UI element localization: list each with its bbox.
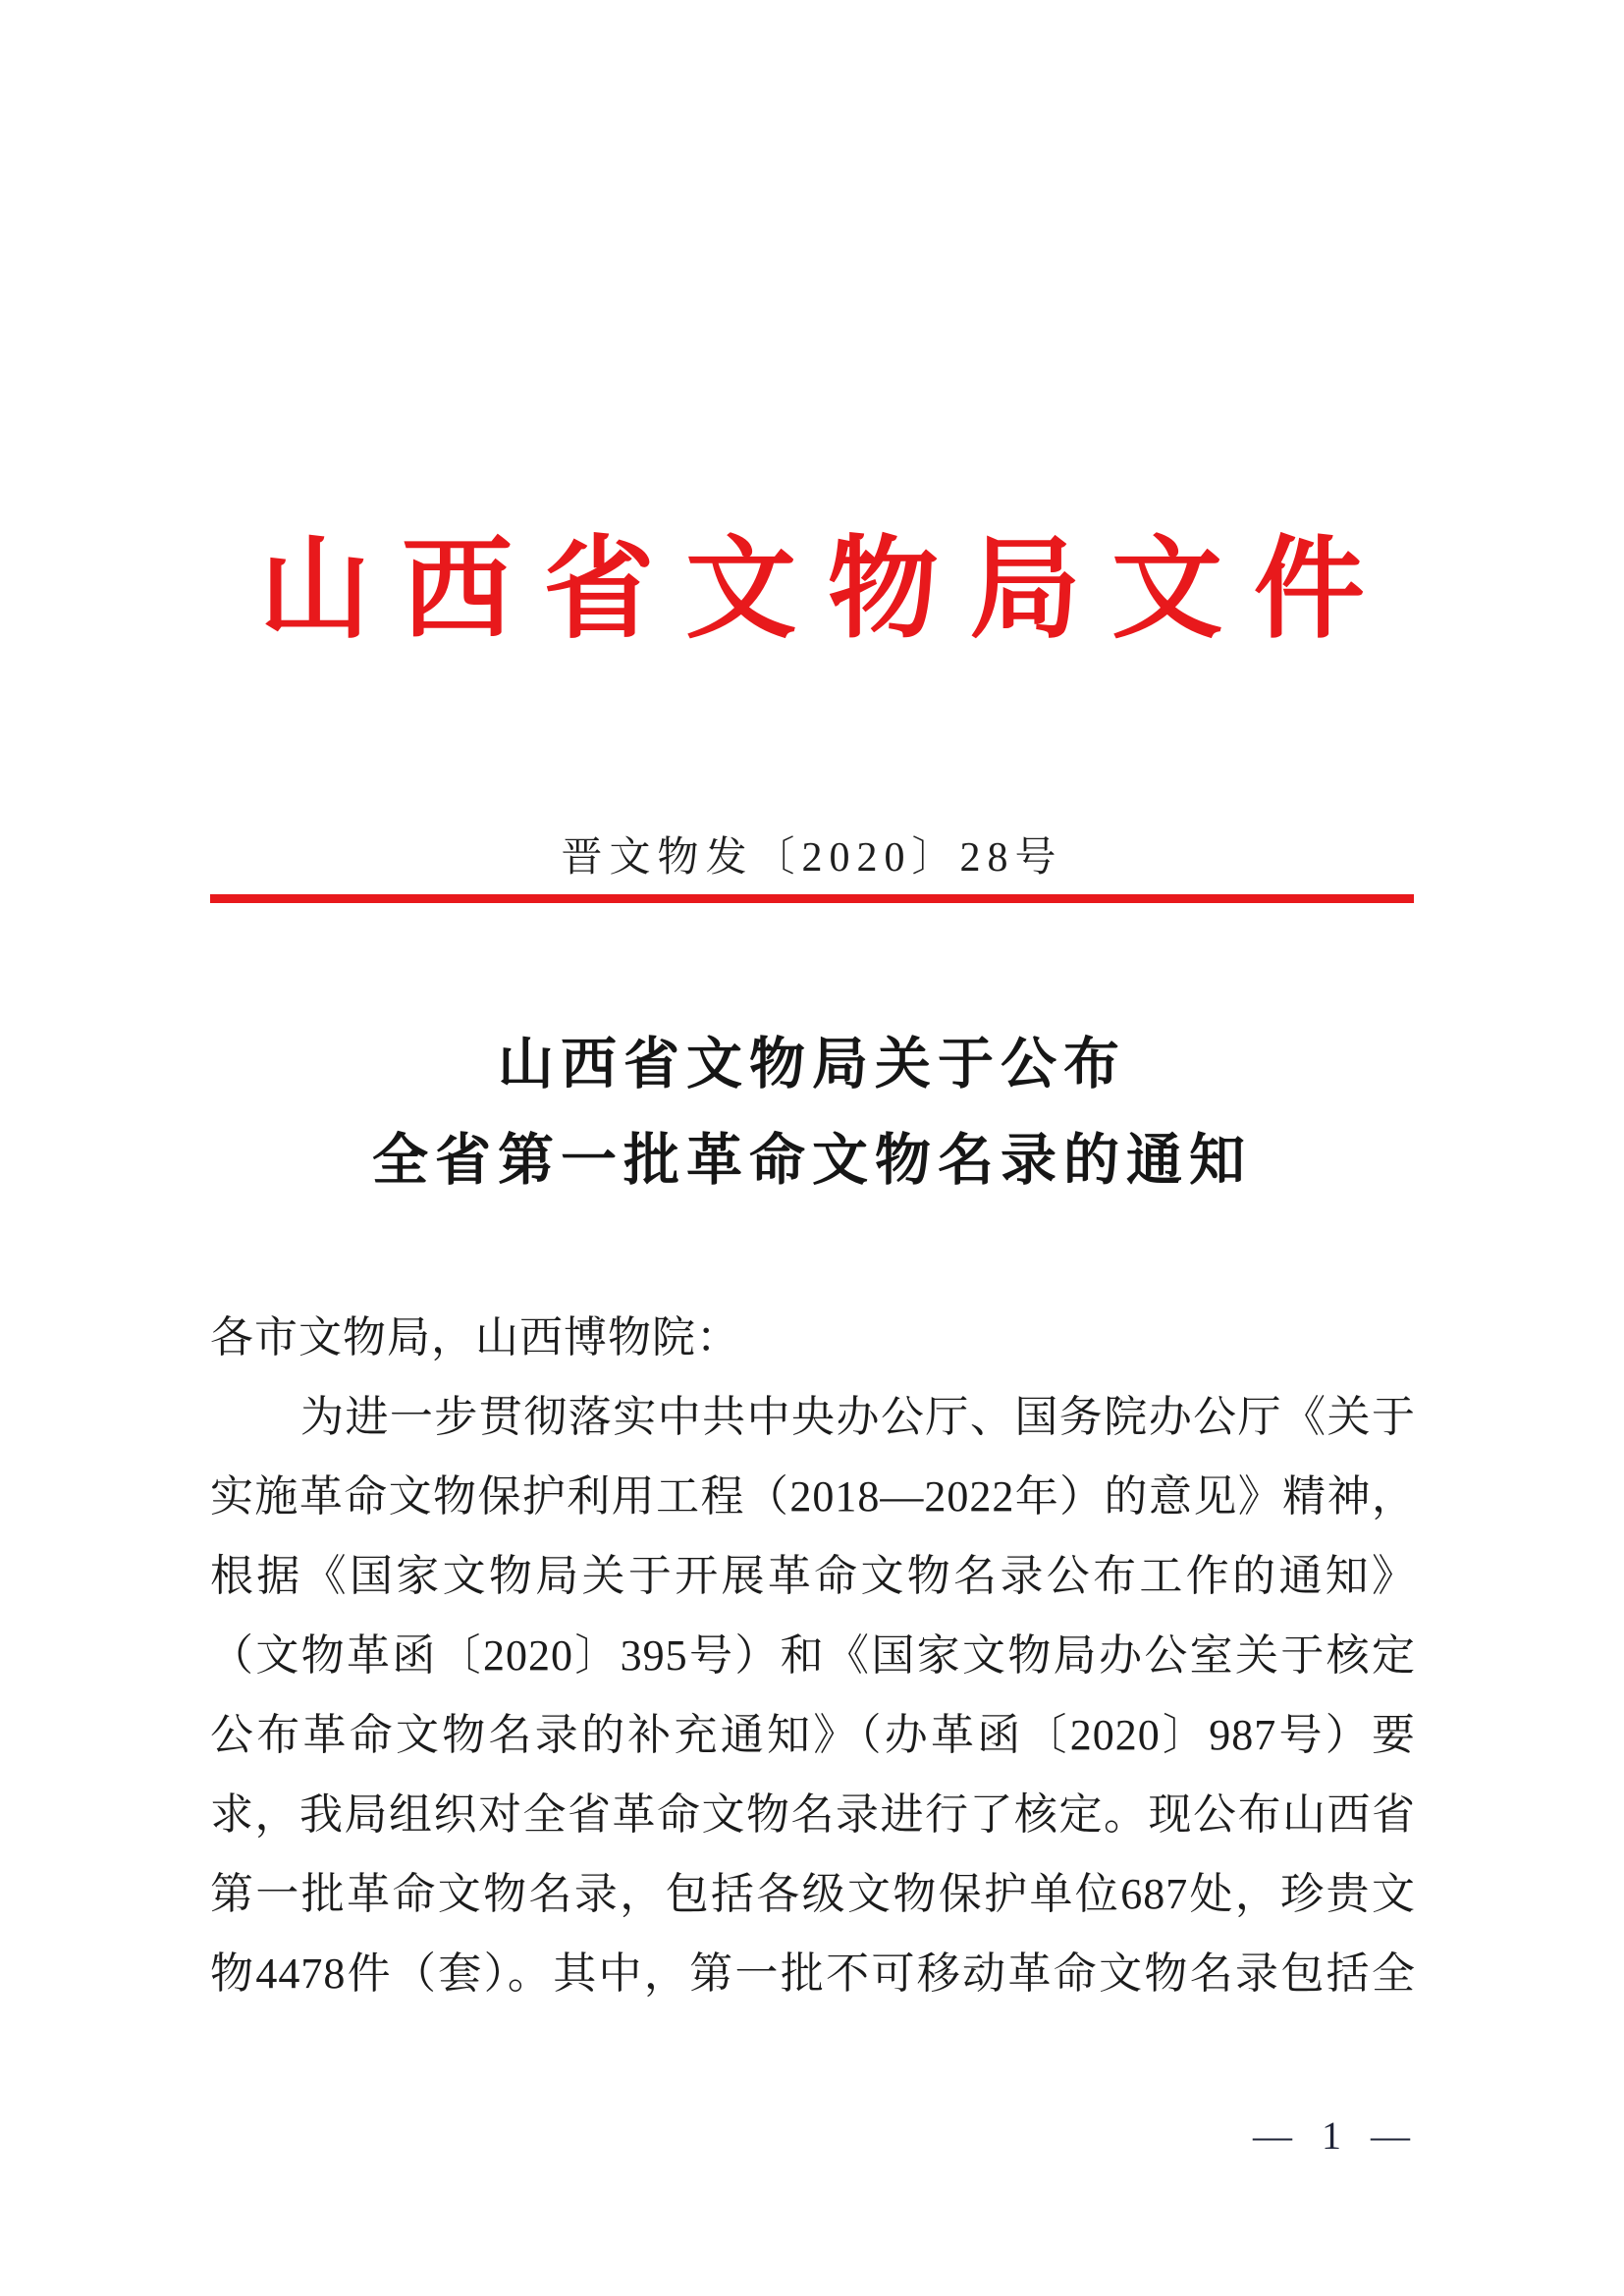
body-line: 公布革命文物名录的补充通知》（办革函〔2020〕987号）要 — [210, 1711, 1416, 1759]
body-line: 为进一步贯彻落实中共中央办公厅、国务院办公厅《关于 — [300, 1393, 1416, 1441]
body-line: 物4478件（套）。其中，第一批不可移动革命文物名录包括全 — [210, 1949, 1416, 1998]
body-line: 实施革命文物保护利用工程（2018—2022年）的意见》精神， — [210, 1472, 1416, 1521]
red-divider-rule — [210, 894, 1414, 903]
page-number: — 1 — — [1253, 2113, 1412, 2158]
body-line: 根据《国家文物局关于开展革命文物名录公布工作的通知》 — [210, 1552, 1416, 1600]
document-body — [210, 1298, 1416, 2013]
agency-letterhead-title: 山西省文物局文件 — [259, 529, 1396, 652]
salutation-line: 各市文物局，山西博物院： — [210, 1313, 740, 1362]
body-line: 第一批革命文物名录，包括各级文物保护单位687处，珍贵文 — [210, 1870, 1416, 1918]
document-title-line-2: 全省第一批革命文物名录的通知 — [372, 1130, 1252, 1192]
body-line: （文物革函〔2020〕395号）和《国家文物局办公室关于核定 — [210, 1631, 1416, 1680]
document-title-line-1: 山西省文物局关于公布 — [498, 1034, 1126, 1095]
body-line: 求，我局组织对全省革命文物名录进行了核定。现公布山西省 — [210, 1790, 1416, 1839]
document-title — [210, 1017, 1414, 1209]
document-reference-number: 晋文物发〔2020〕28号 — [561, 835, 1063, 881]
